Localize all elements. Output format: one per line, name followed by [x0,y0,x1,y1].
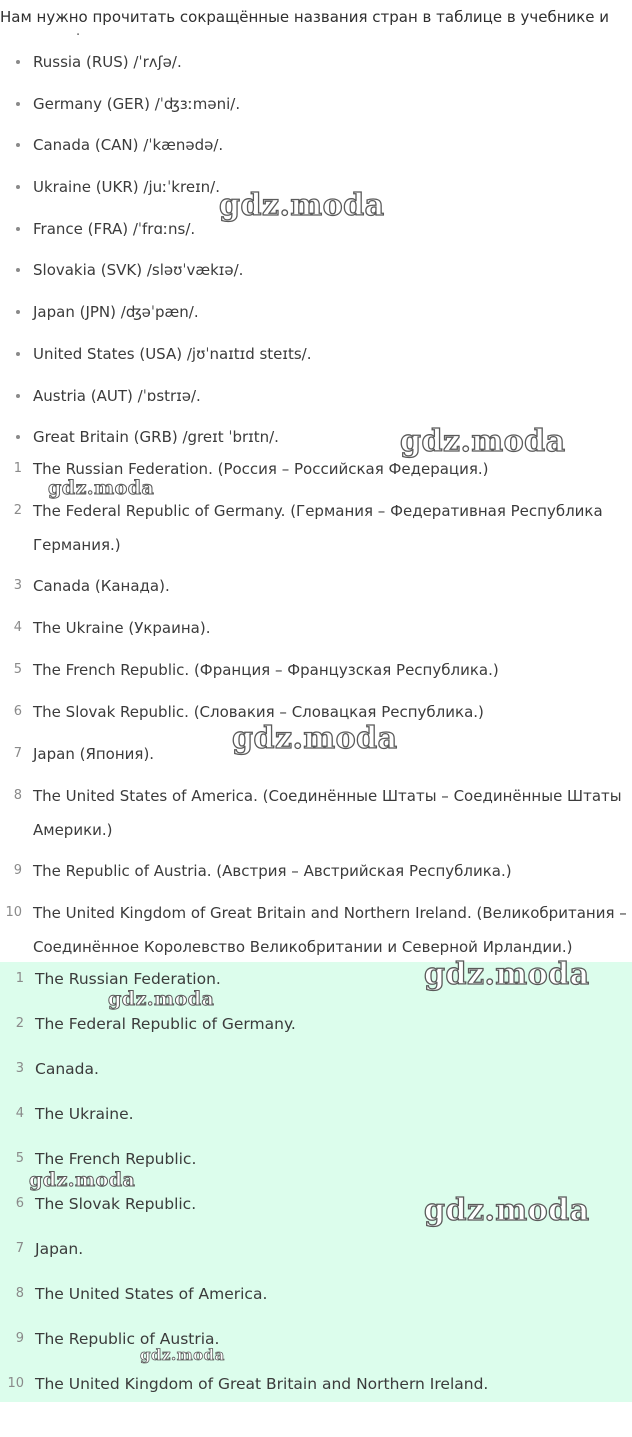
item-number: 2 [13,503,22,518]
list-item [0,1373,632,1418]
item-text: Canada. [35,1060,99,1078]
item-number: 4 [15,1106,24,1121]
list-item [0,659,632,701]
list-item [0,617,632,659]
list-item: Germany (GER) /ˈʤɜːməni/. [0,93,632,135]
item-number: 6 [13,704,22,719]
list-item [0,1013,632,1058]
watermark: gdz.moda [140,1346,225,1364]
item-text: The French Republic. (Франция – Французская Республика.) [33,661,499,679]
watermark: gdz.moda [219,188,385,223]
list-item [0,779,632,854]
watermark: gdz.moda [232,721,398,756]
list-item [0,1283,632,1328]
list-item: Russia (RUS) /ˈrʌʃə/. [0,51,632,93]
list-item: Ukraine (UKR) /juːˈkreɪn/. [0,176,632,218]
list-item: Japan (JPN) /ʤəˈpæn/. [0,301,632,343]
watermark: gdz.moda [29,1169,136,1191]
list-item [0,1058,632,1103]
item-number: 10 [7,1376,24,1391]
item-text: The United States of America. [35,1285,268,1303]
list-item: Austria (AUT) /ˈɒstrɪə/. [0,385,632,427]
item-text: The Ukraine (Украина). [33,619,211,637]
watermark: gdz.moda [424,957,590,992]
item-number: 8 [13,788,22,803]
item-number: 4 [13,620,22,635]
country-full-names-list [0,458,632,966]
list-item [0,1238,632,1283]
list-item: Slovakia (SVK) /sləʊˈvækɪə/. [0,259,632,301]
list-item: France (FRA) /ˈfrɑːns/. [0,218,632,260]
item-number: 5 [15,1151,24,1166]
list-item [0,1103,632,1148]
item-text: The Russian Federation. [35,970,221,988]
list-item: United States (USA) /jʊˈnaɪtɪd steɪts/. [0,343,632,385]
item-text: The Federal Republic of Germany. (Германия – Федеративная Республика Германия.) [33,502,603,554]
watermark: gdz.moda [48,477,155,499]
item-text: The Federal Republic of Germany. [35,1015,296,1033]
country-bullet-list [0,51,632,468]
item-number: 3 [15,1061,24,1076]
item-number: 2 [15,1016,24,1031]
item-number: 1 [13,461,22,476]
item-text: The French Republic. [35,1150,197,1168]
watermark: gdz.moda [424,1193,590,1228]
list-item [0,1328,632,1373]
item-number: 3 [13,578,22,593]
list-item [0,494,632,569]
item-text: The United Kingdom of Great Britain and Northern Ireland. [35,1375,489,1393]
item-number: 1 [15,971,24,986]
item-number: 7 [15,1241,24,1256]
item-text: The Russian Federation. (Россия – Российская Федерация.) [33,460,489,478]
item-number: 8 [15,1286,24,1301]
item-text: The Slovak Republic. (Словакия – Словацкая Республика.) [33,703,484,721]
list-item [0,896,632,966]
item-number: 9 [15,1331,24,1346]
item-text: The Republic of Austria. (Австрия – Австрийская Республика.) [33,862,512,880]
intro-tail: . [76,24,81,39]
item-text: The Republic of Austria. [35,1330,220,1348]
item-text: The Slovak Republic. [35,1195,197,1213]
item-number: 7 [13,746,22,761]
watermark: gdz.moda [108,988,215,1010]
item-text: The United Kingdom of Great Britain and Northern Ireland. (Великобритания – Соединённое Королевство Великобритании и Северной Ирландии.) [33,904,627,956]
item-number: 9 [13,863,22,878]
item-text: The Ukraine. [35,1105,134,1123]
watermark: gdz.moda [400,424,566,459]
intro-text: Нам нужно прочитать сокращённые названия стран в таблице в учебнике и [0,8,610,26]
list-item: Great Britain (GRB) /greɪt ˈbrɪtn/. [0,426,632,468]
item-number: 10 [5,905,22,920]
list-item [0,575,632,617]
item-number: 6 [15,1196,24,1211]
item-text: Japan. [35,1240,84,1258]
list-item: Canada (CAN) /ˈkænədə/. [0,134,632,176]
item-text: Japan (Япония). [33,745,155,763]
item-number: 5 [13,662,22,677]
item-text: The United States of America. (Соединённые Штаты – Соединённые Штаты Америки.) [33,787,622,839]
item-text: Canada (Канада). [33,577,170,595]
